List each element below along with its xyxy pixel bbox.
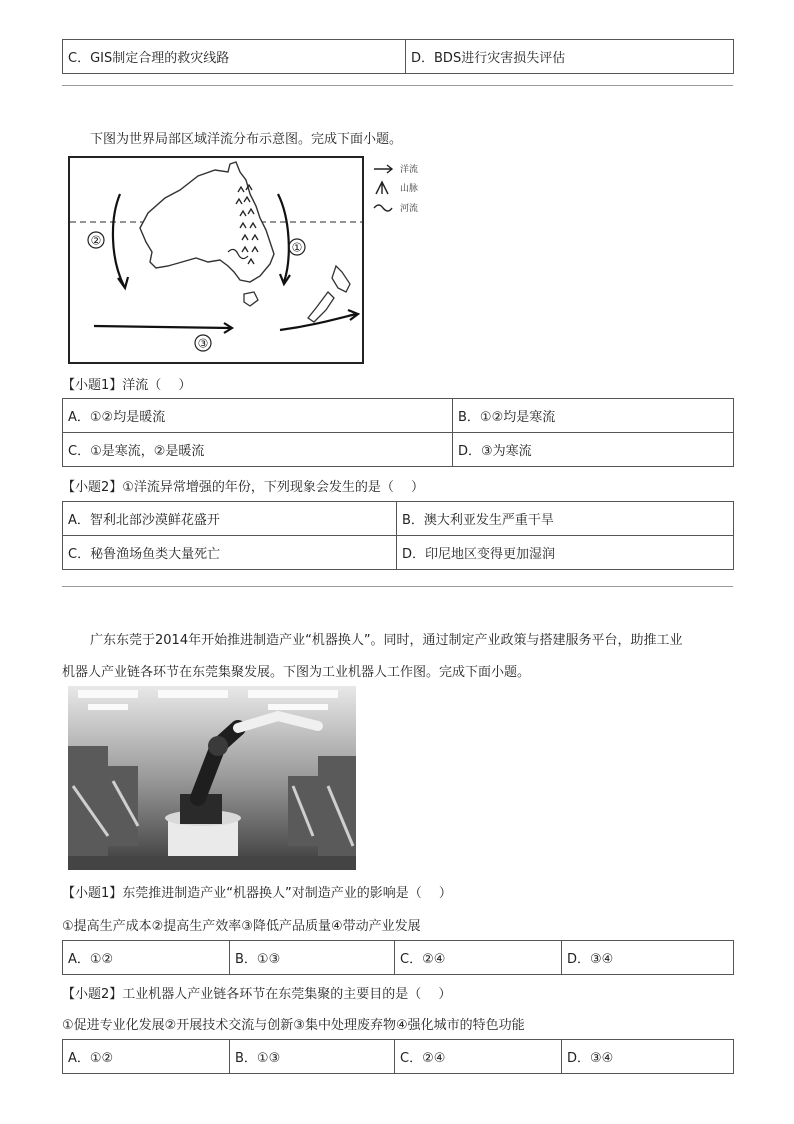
robot-sub1-options — [62, 940, 734, 975]
ocean-sub1-stem: 【小题1】洋流（ ） — [62, 378, 192, 393]
ocean-sub1-option-a[interactable]: A．①②均是暖流 — [63, 399, 453, 433]
ocean-current-map — [68, 156, 364, 364]
new-zealand-north — [332, 266, 350, 292]
robot-intro-line2: 机器人产业链各环节在东莞集聚发展。下图为工业机器人工作图。完成下面小题。 — [62, 665, 531, 680]
robot-sub2-stem: 【小题2】工业机器人产业链各环节在东莞集聚的主要目的是（ ） — [62, 987, 452, 1002]
ocean-sub1-options — [62, 398, 734, 467]
ocean-sub1-option-d[interactable]: D．③为寒流 — [453, 433, 734, 467]
robot-sub1-stem: 【小题1】东莞推进制造产业“机器换人”对制造产业的影响是（ ） — [62, 886, 452, 901]
robot-sub1-statements: ①提高生产成本②提高生产效率③降低产品质量④带动产业发展 — [62, 919, 421, 934]
robot-sub1-option-a[interactable]: A．①② — [63, 941, 230, 975]
robot-sub2-option-d[interactable]: D．③④ — [562, 1040, 734, 1074]
ocean-sub2-options — [62, 501, 734, 570]
top-options-table — [62, 39, 734, 74]
robot-sub1-option-b[interactable]: B．①③ — [230, 941, 395, 975]
mountain-legend-icon — [376, 182, 388, 194]
ocean-sub2-option-b[interactable]: B．澳大利亚发生严重干旱 — [397, 502, 734, 536]
tasmania — [244, 292, 258, 306]
legend-mountain: 山脉 — [400, 184, 419, 194]
industrial-robot-photo — [68, 686, 356, 870]
option-d[interactable]: D．BDS进行灾害损失评估 — [406, 40, 734, 74]
current-1-arrow — [278, 194, 289, 282]
legend-svg — [370, 160, 440, 218]
current-1-label: ① — [291, 240, 303, 255]
robot-sub1-option-c[interactable]: C．②④ — [395, 941, 562, 975]
ocean-map-svg — [70, 158, 362, 362]
section-divider-2 — [62, 586, 733, 587]
new-zealand-south — [308, 292, 334, 322]
current-3-label: ③ — [197, 336, 209, 351]
ocean-sub2-option-d[interactable]: D．印尼地区变得更加湿润 — [397, 536, 734, 570]
ocean-sub2-option-c[interactable]: C．秘鲁渔场鱼类大量死亡 — [63, 536, 397, 570]
ocean-sub1-option-b[interactable]: B．①②均是寒流 — [453, 399, 734, 433]
ocean-sub2-option-a[interactable]: A．智利北部沙漠鲜花盛开 — [63, 502, 397, 536]
ocean-sub1-option-c[interactable]: C．①是寒流，②是暖流 — [63, 433, 453, 467]
legend-current: 洋流 — [400, 165, 419, 175]
robot-sub1-option-d[interactable]: D．③④ — [562, 941, 734, 975]
robot-photo-svg — [68, 686, 356, 870]
section-divider — [62, 85, 733, 86]
robot-sub2-option-a[interactable]: A．①② — [63, 1040, 230, 1074]
option-c[interactable]: C．GIS制定合理的救灾线路 — [63, 40, 406, 74]
robot-sub2-statements: ①促进专业化发展②开展技术交流与创新③集中处理废弃物④强化城市的特色功能 — [62, 1018, 525, 1033]
robot-sub2-option-b[interactable]: B．①③ — [230, 1040, 395, 1074]
robot-sub2-option-c[interactable]: C．②④ — [395, 1040, 562, 1074]
legend-river: 河流 — [400, 204, 419, 214]
robot-sub2-options — [62, 1039, 734, 1074]
current-legend-icon — [374, 165, 392, 173]
current-2-label: ② — [90, 233, 102, 248]
current-3-arrow-left — [94, 326, 230, 328]
ocean-sub2-stem: 【小题2】①洋流异常增强的年份，下列现象会发生的是（ ） — [62, 480, 425, 495]
ocean-intro: 下图为世界局部区域洋流分布示意图。完成下面小题。 — [90, 132, 403, 147]
map-legend — [370, 160, 440, 218]
current-2-arrow — [113, 194, 124, 286]
river-legend-icon — [374, 205, 392, 211]
robot-intro-line1: 广东东莞于2014年开始推进制造产业“机器换人”。同时，通过制定产业政策与搭建服务平台，助推工业 — [90, 633, 683, 648]
